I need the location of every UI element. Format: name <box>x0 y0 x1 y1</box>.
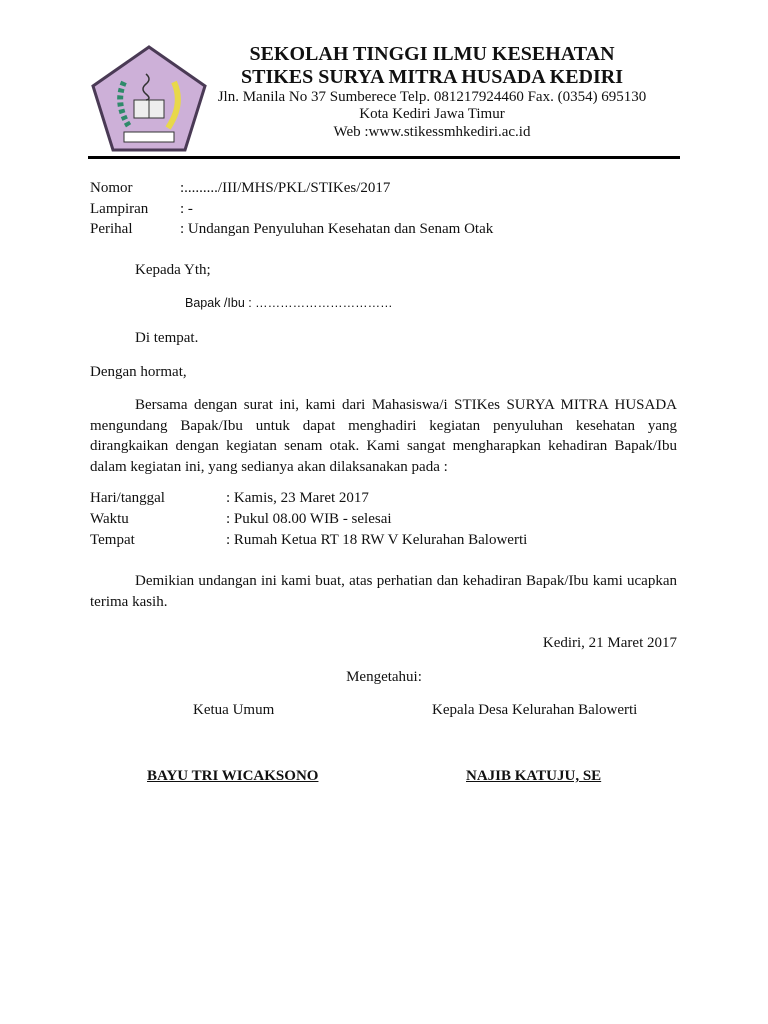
institution-address: Jln. Manila No 37 Sumberece Telp. 081217924460 Fax. (0354) 695130 <box>217 89 647 105</box>
recipient-place: Di tempat. <box>135 330 199 346</box>
meta-value-perihal: : Undangan Penyuluhan Kesehatan dan Senam Otak <box>180 221 494 237</box>
detail-label-place: Tempat <box>90 532 135 548</box>
recipient-name-line: Bapak /Ibu : …………………………… <box>185 296 393 310</box>
closing-paragraph: Demikian undangan ini kami buat, atas perhatian dan kehadiran Bapak/Ibu kami ucapkan terima kasih. <box>90 573 677 610</box>
left-signatory-name: BAYU TRI WICAKSONO <box>147 768 319 784</box>
meta-label-nomor: Nomor <box>90 180 133 196</box>
meta-value-lampiran: : - <box>180 201 193 217</box>
left-signatory-role: Ketua Umum <box>193 702 275 718</box>
recipient-greeting: Kepada Yth; <box>135 262 211 278</box>
salutation: Dengan hormat, <box>90 364 187 380</box>
right-signatory-name: NAJIB KATUJU, SE <box>466 768 602 784</box>
letter-date: Kediri, 21 Maret 2017 <box>542 635 677 651</box>
letterhead-divider <box>88 156 680 159</box>
detail-label-time: Waktu <box>90 511 129 527</box>
institution-web: Web :www.stikessmhkediri.ac.id <box>333 124 531 140</box>
detail-label-date: Hari/tanggal <box>90 490 165 506</box>
detail-value-place: : Rumah Ketua RT 18 RW V Kelurahan Balowerti <box>226 532 528 548</box>
detail-value-time: : Pukul 08.00 WIB - selesai <box>226 511 392 527</box>
meta-label-lampiran: Lampiran <box>90 201 149 217</box>
body-paragraph: Bersama dengan surat ini, kami dari Mahasiswa/i STIKes SURYA MITRA HUSADA mengundang Bapak/Ibu untuk dapat menghadiri kegiatan penyuluhan kesehatan yang dirangkaikan dengan kegiatan senam otak. Kami sangat mengharapkan kehadiran Bapak/Ibu dalam kegiatan ini, yang sedianya akan dilaksanakan pada : <box>90 397 677 475</box>
institution-full-name: STIKES SURYA MITRA HUSADA KEDIRI <box>240 66 623 88</box>
institution-name: SEKOLAH TINGGI ILMU KESEHATAN <box>249 43 615 65</box>
meta-value-nomor: :........./III/MHS/PKL/STIKes/2017 <box>180 180 391 196</box>
detail-value-date: : Kamis, 23 Maret 2017 <box>226 490 369 506</box>
acknowledged-label: Mengetahui: <box>346 669 422 685</box>
meta-label-perihal: Perihal <box>90 221 133 237</box>
institution-city: Kota Kediri Jawa Timur <box>359 106 505 122</box>
right-signatory-role: Kepala Desa Kelurahan Balowerti <box>432 702 638 718</box>
